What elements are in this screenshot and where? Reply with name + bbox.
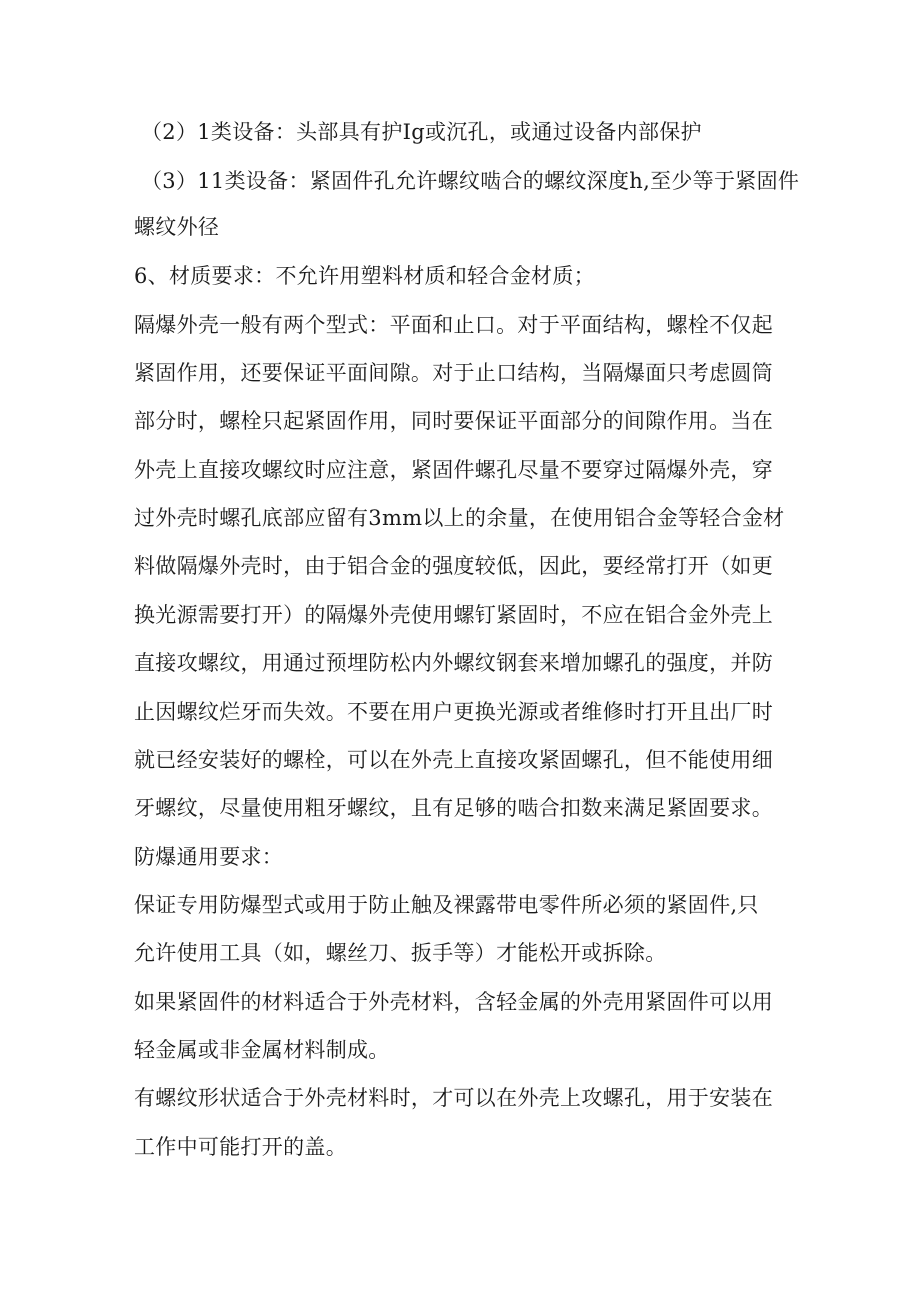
text-line: 过外壳时螺孔底部应留有3mm以上的余量，在使用铝合金等轻合金材 <box>134 506 785 530</box>
text-line: 直接攻螺纹，用通过预埋防松内外螺纹钢套来增加螺孔的强度，并防 <box>134 651 773 675</box>
text-line: 保证专用防爆型式或用于防止触及裸露带电零件所必须的紧固件,只 <box>134 893 759 917</box>
text-line: 隔爆外壳一般有两个型式：平面和止口。对于平面结构，螺栓不仅起 <box>134 313 773 337</box>
text-line: 紧固作用，还要保证平面间隙。对于止口结构，当隔爆面只考虑圆筒 <box>134 361 773 385</box>
text-line: 如果紧固件的材料适合于外壳材料，含轻金属的外壳用紧固件可以用 <box>134 990 773 1014</box>
text-line: 部分时，螺栓只起紧固作用，同时要保证平面部分的间隙作用。当在 <box>134 409 773 433</box>
text-line: 螺纹外径 <box>134 215 220 239</box>
text-line: 轻金属或非金属材料制成。 <box>134 1038 390 1062</box>
text-line: 工作中可能打开的盖。 <box>134 1135 347 1159</box>
text-line: 外壳上直接攻螺纹时应注意，紧固件螺孔尽量不要穿过隔爆外壳，穿 <box>134 458 773 482</box>
text-line: 料做隔爆外壳时，由于铝合金的强度较低，因此，要经常打开（如更 <box>134 554 773 578</box>
section-heading: 6、材质要求：不允许用塑料材质和轻合金材质； <box>134 264 595 288</box>
text-line: 换光源需要打开）的隔爆外壳使用螺钉紧固时，不应在铝合金外壳上 <box>134 603 773 627</box>
section-heading: 防爆通用要求： <box>134 845 284 869</box>
text-line: 允许使用工具（如，螺丝刀、扳手等）才能松开或拆除。 <box>134 941 667 965</box>
text-line: 就已经安装好的螺栓，可以在外壳上直接攻紧固螺孔，但不能使用细 <box>134 748 773 772</box>
text-line: （3）11类设备：紧固件孔允许螺纹啮合的螺纹深度h,至少等于紧固件 <box>141 169 800 193</box>
text-line: 止因螺纹烂牙而失效。不要在用户更换光源或者维修时打开且出厂时 <box>134 700 773 724</box>
text-line: （2）1类设备：头部具有护Ig或沉孔，或通过设备内部保护 <box>141 120 702 144</box>
text-line: 牙螺纹，尽量使用粗牙螺纹，且有足够的啮合扣数来满足紧固要求。 <box>134 796 773 820</box>
text-line: 有螺纹形状适合于外壳材料时，才可以在外壳上攻螺孔，用于安装在 <box>134 1086 773 1110</box>
